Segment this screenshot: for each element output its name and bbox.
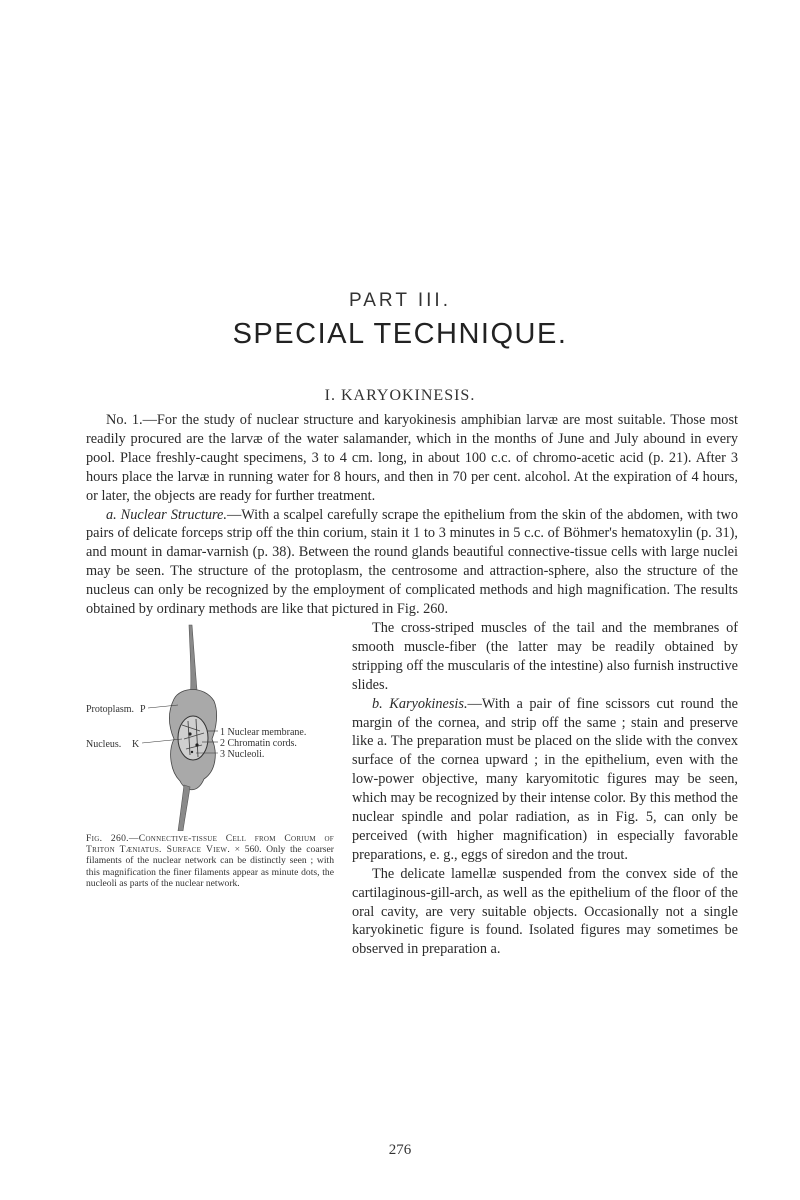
figure-caption-text: × 560. Only the coarser filaments of the nuclear network can be distinctly seen ; with this magnification the finer filaments appear as minute dots, the nucleoli as parts of the nuclear network. xyxy=(86,844,334,889)
label-nucleoli: 3 Nucleoli. xyxy=(220,748,265,760)
cell-illustration xyxy=(86,621,338,831)
paragraph-karyokinesis-text: —With a pair of fine scissors cut round the margin of the cornea, and strip off the same ; stain and preserve like a. The preparation must be placed on the slide with the convex surface of the cornea upward ; in the epithelium, even with the low-power objective, many karyomitotic figures may be seen, which may be recognized by their intense color. By this method the nuclear spindle and polar radiation, as in Fig. 5, can only be perceived (with higher magnification) in especially favorable preparations, e. g., eggs of siredon and the trout. xyxy=(352,695,739,863)
nucleolus-dot xyxy=(191,751,193,753)
section-heading: I. KARYOKINESIS. xyxy=(324,387,476,404)
paragraph-muscles: The cross-striped muscles of the tail and the membranes of smooth muscle-fiber (the latter may be readily obtained by stripping off the muscularis of the intestine) also furnish instructive slides. xyxy=(352,619,738,693)
label-nucleus: Nucleus. xyxy=(86,738,122,750)
paragraph-nuclear-structure-text: —With a scalpel carefully scrape the epithelium from the skin of the abdomen, with two pairs of delicate forceps strip off the thin corium, stain it 1 to 3 minutes in 5 c.c. of Böhmer's hematoxylin (p. 31), and mount in damar-varnish (p. 38). Between the round glands beautiful connective-tissue cells with large nuclei may be seen. The structure of the protoplasm, the centrosome and attraction-sphere, also the structure of the nucleus can only be recognized by the employment of complicated methods and high magnification. The results obtained by ordinary methods are like that pictured in Fig. 260. xyxy=(86,506,739,618)
chapter-title: SPECIAL TECHNIQUE. xyxy=(232,318,568,350)
label-protoplasm-letter: P xyxy=(140,703,146,715)
figure-260 xyxy=(86,621,338,965)
nucleus-shape xyxy=(178,716,208,760)
subsection-label-b: b. Karyokinesis. xyxy=(372,695,468,712)
body-text xyxy=(86,411,738,967)
figure-caption-heading: Fig. 260.—Connective-tissue Cell from Corium of Triton Tæniatus. Surface View. xyxy=(86,832,334,856)
label-chromatin-cords: 2 Chromatin cords. xyxy=(220,737,297,749)
paragraph-nuclear-structure xyxy=(86,506,738,619)
page-number: 276 xyxy=(388,1142,412,1158)
subsection-label-a: a. Nuclear Structure. xyxy=(106,506,227,523)
part-heading: PART III. xyxy=(349,290,451,311)
nucleolus-dot xyxy=(188,732,191,735)
label-nuclear-membrane: 1 Nuclear membrane. xyxy=(220,726,307,738)
label-nucleus-letter: K xyxy=(132,738,140,750)
figure-caption xyxy=(86,833,334,889)
label-protoplasm: Protoplasm. xyxy=(86,703,135,715)
paragraph-gill-arch: The delicate lamellæ suspended from the convex side of the cartilaginous-gill-arch, as well as the epithelium of the floor of the oral cavity, are very suitable objects. Occasionally not a single karyokinetic figure is found. Isolated figures may sometimes be observed in preparation a. xyxy=(352,865,738,958)
paragraph-intro: No. 1.—For the study of nuclear structure and karyokinesis amphibian larvæ are most suitable. Those most readily procured are the larvæ of the water salamander, which in the months of June and July abound in every pool. Place freshly-caught specimens, 3 to 4 cm. long, in about 100 c.c. of chromo-acetic acid (p. 21). After 3 hours place the larvæ in running water for 8 hours, and then in 70 per cent. alcohol. At the expiration of 4 hours, or later, the objects are ready for further treatment. xyxy=(86,412,738,504)
cell-process-lower xyxy=(178,785,190,831)
nucleolus-dot xyxy=(195,743,198,746)
